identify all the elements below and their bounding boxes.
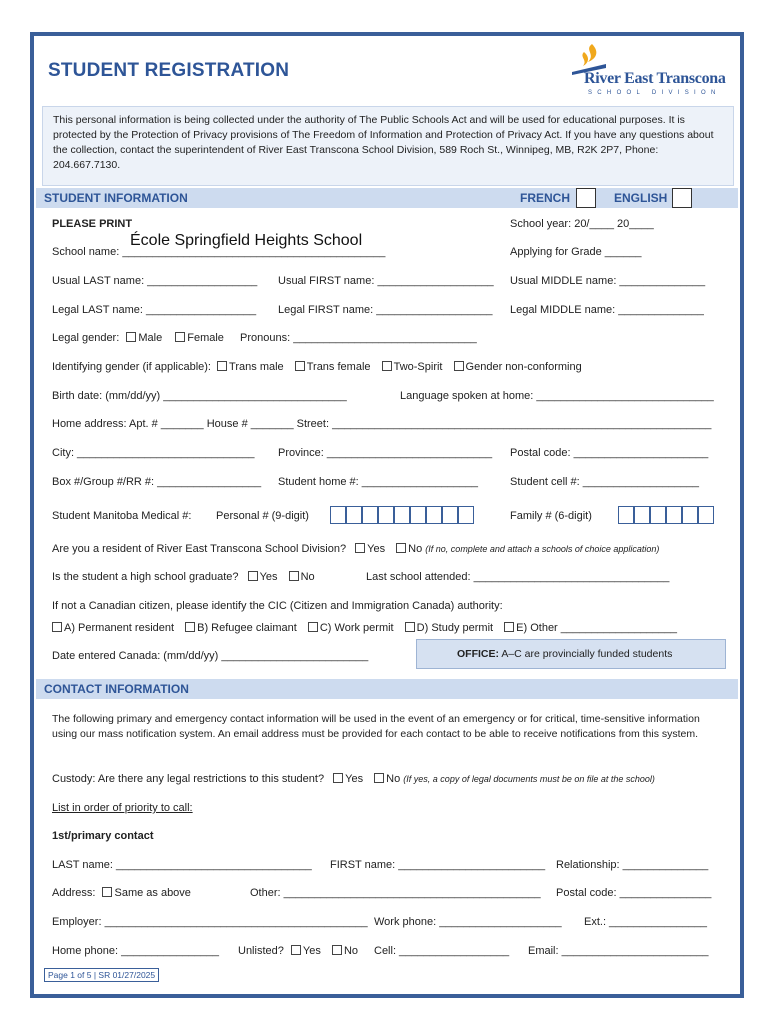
city-field[interactable]: City: _____________________________ bbox=[52, 447, 255, 459]
digit-box[interactable] bbox=[458, 506, 474, 524]
student-home-field[interactable]: Student home #: ___________________ bbox=[278, 476, 479, 488]
custody-no-label: No bbox=[386, 773, 401, 785]
digit-box[interactable] bbox=[650, 506, 666, 524]
page-title: STUDENT REGISTRATION bbox=[48, 60, 290, 81]
office-note-box bbox=[416, 639, 726, 669]
cic-question: If not a Canadian citizen, please identify the CIC (Citizen and Immigration Canada) authority: bbox=[52, 600, 503, 612]
custody-question: Custody: Are there any legal restrictions to this student? bbox=[52, 773, 325, 785]
cic-b-checkbox[interactable] bbox=[185, 622, 195, 632]
language-field[interactable]: Language spoken at home: _____________________________ bbox=[400, 390, 714, 402]
cic-c-checkbox[interactable] bbox=[308, 622, 318, 632]
province-field[interactable]: Province: ___________________________ bbox=[278, 447, 493, 459]
logo-name: River East Transcona bbox=[584, 70, 726, 87]
gender-nc-checkbox[interactable] bbox=[454, 361, 464, 371]
cic-options-row bbox=[52, 622, 677, 634]
two-spirit-label: Two-Spirit bbox=[393, 361, 443, 373]
legal-gender-row bbox=[52, 332, 224, 344]
pronouns-field[interactable]: Pronouns: ______________________________ bbox=[240, 332, 477, 344]
male-label: Male bbox=[138, 332, 163, 344]
school-year-field[interactable]: School year: 20/____ 20____ bbox=[510, 218, 654, 230]
trans-male-label: Trans male bbox=[229, 361, 284, 373]
contact-intro-text: The following primary and emergency contact information will be used in the event of an emergency or for critical, time-sensitive information using our mass notification system. An email address must be provided for each contact to be able to receive notifications from this system. bbox=[52, 713, 700, 740]
digit-box[interactable] bbox=[682, 506, 698, 524]
office-label: OFFICE: bbox=[457, 648, 499, 660]
custody-row bbox=[52, 773, 655, 785]
cell-field[interactable]: Cell: __________________ bbox=[374, 945, 510, 957]
custody-note: (If yes, a copy of legal documents must be on file at the school) bbox=[403, 774, 655, 784]
english-label: ENGLISH bbox=[614, 191, 668, 205]
home-address-field[interactable]: Home address: Apt. # _______ House # _______ Street: ______________________________________________________________ bbox=[52, 418, 712, 430]
digit-box[interactable] bbox=[330, 506, 346, 524]
two-spirit-checkbox[interactable] bbox=[382, 361, 392, 371]
section-title: CONTACT INFORMATION bbox=[44, 682, 189, 696]
graduate-no-checkbox[interactable] bbox=[289, 571, 299, 581]
cic-a-label: A) Permanent resident bbox=[64, 622, 175, 634]
home-phone-field[interactable]: Home phone: ________________ bbox=[52, 945, 219, 957]
address-label: Address: bbox=[52, 887, 96, 899]
page-footer: Page 1 of 5 | SR 01/27/2025 bbox=[44, 968, 159, 982]
postal-code-field[interactable]: Postal code: ______________________ bbox=[510, 447, 709, 459]
custody-yes-label: Yes bbox=[345, 773, 364, 785]
contact-info-header bbox=[36, 679, 738, 699]
legal-first-name-field[interactable]: Legal FIRST name: ___________________ bbox=[278, 304, 493, 316]
graduate-no-label: No bbox=[300, 571, 315, 583]
contact-first-name-field[interactable]: FIRST name: ________________________ bbox=[330, 859, 546, 871]
cic-e-label: E) Other ___________________ bbox=[516, 622, 678, 634]
identifying-gender-label: Identifying gender (if applicable): bbox=[52, 361, 211, 373]
resident-question: Are you a resident of River East Transcona School Division? bbox=[52, 543, 347, 555]
female-checkbox[interactable] bbox=[175, 332, 185, 342]
birth-date-field[interactable]: Birth date: (mm/dd/yy) ______________________________ bbox=[52, 390, 347, 402]
resident-yes-label: Yes bbox=[367, 543, 386, 555]
digit-box[interactable] bbox=[394, 506, 410, 524]
trans-female-label: Trans female bbox=[306, 361, 371, 373]
unlisted-yes-label: Yes bbox=[302, 945, 321, 957]
contact-postal-code-field[interactable]: Postal code: _______________ bbox=[556, 887, 712, 899]
contact-last-name-field[interactable]: LAST name: ________________________________ bbox=[52, 859, 312, 871]
personal-number-label: Personal # (9-digit) bbox=[216, 510, 309, 522]
office-note bbox=[457, 648, 672, 660]
digit-box[interactable] bbox=[698, 506, 714, 524]
digit-box[interactable] bbox=[346, 506, 362, 524]
cic-b-label: B) Refugee claimant bbox=[197, 622, 297, 634]
digit-box[interactable] bbox=[442, 506, 458, 524]
cic-d-label: D) Study permit bbox=[416, 622, 494, 634]
graduate-question: Is the student a high school graduate? bbox=[52, 571, 239, 583]
digit-box[interactable] bbox=[426, 506, 442, 524]
usual-first-name-field[interactable]: Usual FIRST name: ___________________ bbox=[278, 275, 494, 287]
please-print: PLEASE PRINT bbox=[52, 218, 133, 230]
unlisted-yes-checkbox[interactable] bbox=[291, 945, 301, 955]
custody-no-checkbox[interactable] bbox=[374, 773, 384, 783]
gender-nc-label: Gender non-conforming bbox=[465, 361, 582, 373]
office-text: A–C are provincially funded students bbox=[501, 648, 673, 660]
graduate-yes-label: Yes bbox=[259, 571, 278, 583]
resident-row bbox=[52, 543, 659, 555]
female-label: Female bbox=[187, 332, 224, 344]
applying-grade-field[interactable]: Applying for Grade ______ bbox=[510, 246, 642, 258]
male-checkbox[interactable] bbox=[126, 332, 136, 342]
contact-other-field[interactable]: Other: __________________________________________ bbox=[250, 887, 541, 899]
resident-no-label: No bbox=[408, 543, 423, 555]
last-school-field[interactable]: Last school attended: ________________________________ bbox=[366, 571, 670, 583]
graduate-yes-checkbox[interactable] bbox=[248, 571, 258, 581]
cic-c-label: C) Work permit bbox=[319, 622, 394, 634]
resident-note: (If no, complete and attach a schools of choice application) bbox=[425, 544, 660, 554]
privacy-notice: This personal information is being collected under the authority of The Public Schools Act and will be used for educational purposes. It is protected by the Protection of Privacy provisions of The Freedom of Information and Protection of Privacy Act. If you have any questions about the collection, contact the superintendent of River East Transcona School Division, 589 Roch St., Winnipeg, MB, R2K 2P7, Phone: 204.667.7130. bbox=[42, 106, 734, 186]
english-checkbox[interactable] bbox=[672, 188, 692, 208]
cic-d-checkbox[interactable] bbox=[405, 622, 415, 632]
identifying-gender-row bbox=[52, 361, 582, 373]
student-cell-field[interactable]: Student cell #: ___________________ bbox=[510, 476, 700, 488]
cic-a-checkbox[interactable] bbox=[52, 622, 62, 632]
graduate-row bbox=[52, 571, 315, 583]
priority-note: List in order of priority to call: bbox=[52, 802, 193, 814]
legal-middle-name-field[interactable]: Legal MIDDLE name: ______________ bbox=[510, 304, 704, 316]
primary-contact-heading: 1st/primary contact bbox=[52, 830, 154, 842]
usual-middle-name-field[interactable]: Usual MIDDLE name: ______________ bbox=[510, 275, 706, 287]
legal-last-name-field[interactable]: Legal LAST name: __________________ bbox=[52, 304, 257, 316]
unlisted-no-checkbox[interactable] bbox=[332, 945, 342, 955]
french-checkbox[interactable] bbox=[576, 188, 596, 208]
digit-box[interactable] bbox=[362, 506, 378, 524]
employer-field[interactable]: Employer: ___________________________________________ bbox=[52, 916, 368, 928]
cic-e-checkbox[interactable] bbox=[504, 622, 514, 632]
french-label: FRENCH bbox=[520, 191, 570, 205]
student-info-header bbox=[36, 188, 738, 208]
family-number-label: Family # (6-digit) bbox=[510, 510, 592, 522]
logo-subtitle: SCHOOL DIVISION bbox=[588, 90, 721, 96]
resident-no-checkbox[interactable] bbox=[396, 543, 406, 553]
usual-last-name-field[interactable]: Usual LAST name: __________________ bbox=[52, 275, 258, 287]
trans-female-checkbox[interactable] bbox=[295, 361, 305, 371]
digit-box[interactable] bbox=[618, 506, 634, 524]
digit-box[interactable] bbox=[634, 506, 650, 524]
school-name-value: École Springfield Heights School bbox=[130, 232, 363, 249]
work-phone-field[interactable]: Work phone: ____________________ bbox=[374, 916, 562, 928]
relationship-field[interactable]: Relationship: ______________ bbox=[556, 859, 709, 871]
same-as-above-checkbox[interactable] bbox=[102, 887, 112, 897]
box-field[interactable]: Box #/Group #/RR #: _________________ bbox=[52, 476, 262, 488]
school-name-field[interactable]: School name: ___________________________________________ bbox=[52, 246, 386, 258]
legal-gender-label: Legal gender: bbox=[52, 332, 120, 344]
email-field[interactable]: Email: ________________________ bbox=[528, 945, 709, 957]
resident-yes-checkbox[interactable] bbox=[355, 543, 365, 553]
trans-male-checkbox[interactable] bbox=[217, 361, 227, 371]
same-as-above-label: Same as above bbox=[114, 887, 191, 899]
digit-box[interactable] bbox=[666, 506, 682, 524]
form-page bbox=[30, 32, 744, 998]
medical-label: Student Manitoba Medical #: bbox=[52, 510, 192, 522]
unlisted-label: Unlisted? bbox=[238, 945, 284, 957]
section-title: STUDENT INFORMATION bbox=[44, 191, 188, 205]
digit-box[interactable] bbox=[410, 506, 426, 524]
digit-box[interactable] bbox=[378, 506, 394, 524]
date-entered-field[interactable]: Date entered Canada: (mm/dd/yy) ________________________ bbox=[52, 650, 369, 662]
division-logo bbox=[566, 42, 726, 100]
contact-address-row bbox=[52, 887, 191, 899]
unlisted-row bbox=[238, 945, 358, 957]
custody-yes-checkbox[interactable] bbox=[333, 773, 343, 783]
unlisted-no-label: No bbox=[343, 945, 358, 957]
ext-field[interactable]: Ext.: ________________ bbox=[584, 916, 707, 928]
